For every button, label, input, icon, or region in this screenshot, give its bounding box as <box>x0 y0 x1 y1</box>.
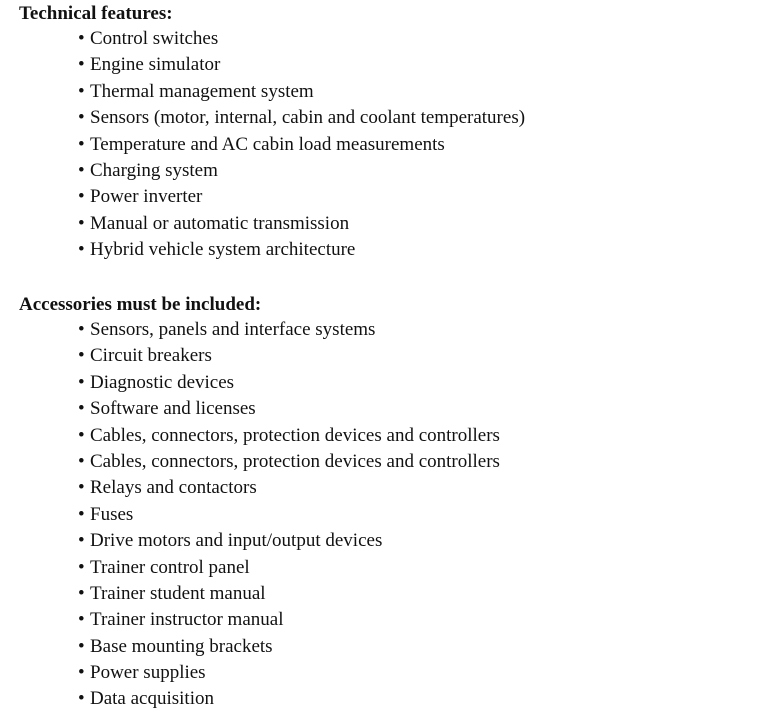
list-item <box>78 686 500 712</box>
bullet-icon: • <box>78 609 85 631</box>
list-item-text: Hybrid vehicle system architecture <box>90 239 356 261</box>
bullet-icon: • <box>78 319 85 340</box>
list-item <box>78 475 500 501</box>
list-item-text: Trainer student manual <box>90 582 266 604</box>
list-item-text: Cables, connectors, protection devices and controllers <box>90 424 500 446</box>
bullet-icon: • <box>78 503 85 525</box>
list-item-text: Sensors, panels and interface systems <box>90 319 376 340</box>
bullet-icon: • <box>78 186 85 208</box>
bullet-icon: • <box>78 54 85 76</box>
list-item <box>78 423 500 449</box>
list-item <box>78 502 500 528</box>
list-item <box>78 343 500 369</box>
list-item <box>78 52 525 78</box>
bullet-icon: • <box>78 371 85 393</box>
list-item-text: Engine simulator <box>90 54 221 76</box>
list-item <box>78 184 525 210</box>
bullet-icon: • <box>78 688 85 710</box>
bullet-icon: • <box>78 212 85 234</box>
list-item <box>78 449 500 475</box>
bullet-icon: • <box>78 556 85 578</box>
list-item-text: Charging system <box>90 159 218 181</box>
list-item <box>78 660 500 686</box>
list-item-text: Sensors (motor, internal, cabin and coolant temperatures) <box>90 107 526 129</box>
list-item-text: Cables, connectors, protection devices and controllers <box>90 450 500 472</box>
list-item-text: Trainer control panel <box>90 556 250 578</box>
accessories-list <box>78 317 500 713</box>
section-heading-accessories: Accessories must be included: <box>19 294 262 315</box>
bullet-icon: • <box>78 133 85 155</box>
list-item <box>78 555 500 581</box>
list-item-text: Temperature and AC cabin load measurements <box>90 133 445 155</box>
list-item <box>78 528 500 554</box>
list-item <box>78 211 525 237</box>
bullet-icon: • <box>78 450 85 472</box>
bullet-icon: • <box>78 80 85 102</box>
list-item <box>78 370 500 396</box>
bullet-icon: • <box>78 477 85 499</box>
list-item <box>78 105 525 131</box>
technical-features-list <box>78 26 525 264</box>
list-item-text: Base mounting brackets <box>90 635 273 657</box>
bullet-icon: • <box>78 635 85 657</box>
list-item <box>78 237 525 263</box>
list-item <box>78 581 500 607</box>
bullet-icon: • <box>78 530 85 552</box>
list-item-text: Drive motors and input/output devices <box>90 530 383 552</box>
bullet-icon: • <box>78 107 85 129</box>
list-item <box>78 158 525 184</box>
bullet-icon: • <box>78 159 85 181</box>
list-item-text: Control switches <box>90 28 219 49</box>
list-item-text: Manual or automatic transmission <box>90 212 350 234</box>
bullet-icon: • <box>78 662 85 684</box>
list-item <box>78 79 525 105</box>
bullet-icon: • <box>78 424 85 446</box>
list-item-text: Thermal management system <box>90 80 314 102</box>
list-item-text: Relays and contactors <box>90 477 257 499</box>
bullet-icon: • <box>78 345 85 367</box>
bullet-icon: • <box>78 28 85 49</box>
list-item <box>78 317 500 343</box>
bullet-icon: • <box>78 582 85 604</box>
list-item <box>78 634 500 660</box>
list-item <box>78 607 500 633</box>
bullet-icon: • <box>78 398 85 420</box>
section-heading-technical-features: Technical features: <box>19 3 173 24</box>
list-item-text: Power supplies <box>90 662 206 684</box>
list-item-text: Circuit breakers <box>90 345 212 367</box>
list-item <box>78 26 525 52</box>
list-item-text: Software and licenses <box>90 398 256 420</box>
list-item-text: Power inverter <box>90 186 203 208</box>
bullet-icon: • <box>78 239 85 261</box>
list-item-text: Diagnostic devices <box>90 371 235 393</box>
list-item-text: Trainer instructor manual <box>90 609 284 631</box>
list-item-text: Data acquisition <box>90 688 214 710</box>
list-item-text: Fuses <box>90 503 134 525</box>
list-item <box>78 132 525 158</box>
list-item <box>78 396 500 422</box>
